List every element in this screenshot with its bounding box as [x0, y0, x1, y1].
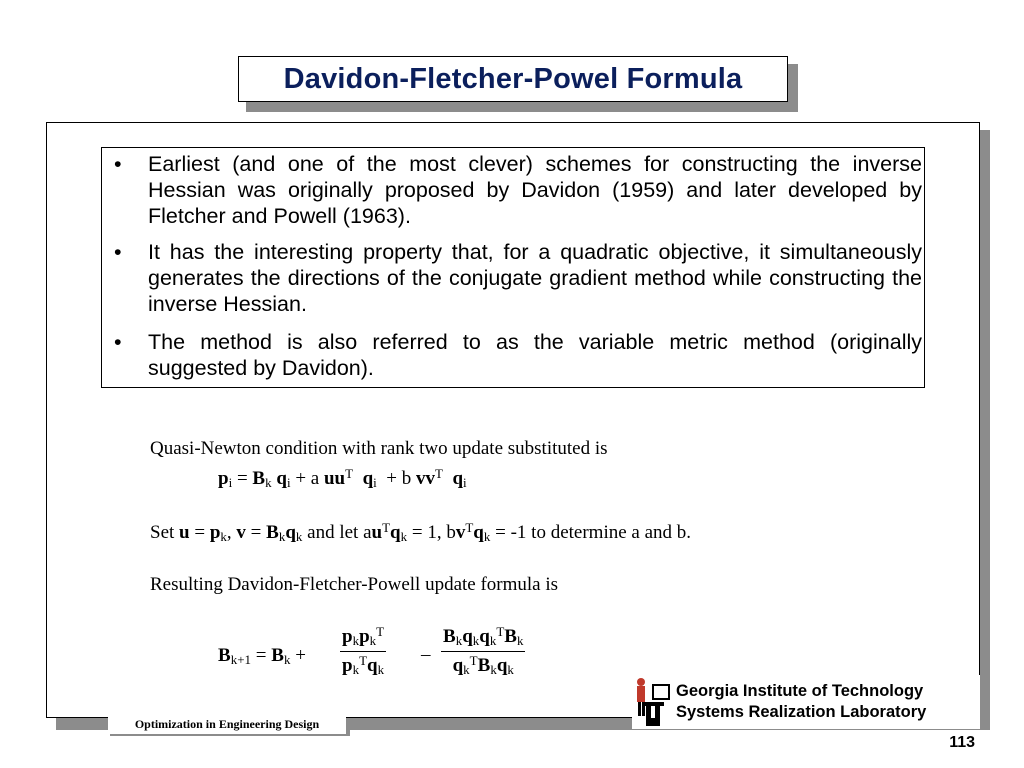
- bullet-dot: •: [114, 240, 122, 264]
- rank-two-update-equation: $p_i = B_k$ $q_i + a$ $uu^T$ $q_i + b$ $vv^T$ $q_i$: [218, 466, 467, 490]
- bullet-text: It has the interesting property that, for a quadratic objective, it simultaneously generates the directions of the conjugate gradient method while constructing the inverse Hessian.: [148, 240, 922, 316]
- institution-line-1: Georgia Institute of Technology: [676, 682, 924, 700]
- institution-name: [676, 681, 926, 723]
- footer-course-label: Optimization in Engineering Design: [108, 714, 346, 734]
- bullet-dot: •: [114, 330, 122, 354]
- bullet-item: [114, 239, 922, 317]
- fraction-1-denominator: $p_k^Tq_k$: [342, 653, 385, 677]
- bullet-text: The method is also referred to as the variable metric method (originally suggested by Davidon).: [148, 330, 922, 380]
- dfp-minus: –: [421, 644, 431, 665]
- fraction-2-numerator: $B_kq_kq_k^TB_k$: [441, 624, 525, 652]
- page-number: 113: [949, 734, 975, 751]
- dfp-lhs: $B_{k+1} = B_k$ +: [218, 645, 306, 667]
- institution-line-2: Systems Realization Laboratory: [676, 703, 927, 721]
- bullet-item: [114, 151, 922, 229]
- title-box: [238, 56, 788, 102]
- bullet-text: Earliest (and one of the most clever) schemes for constructing the inverse Hessian was originally proposed by Davidon (1959) and later developed by Fletcher and Powell (1963).: [148, 152, 922, 228]
- bullet-box: [101, 147, 925, 388]
- fraction-2-denominator: $q_k^TB_kq_k$: [452, 653, 514, 677]
- dfp-fraction-1: [340, 624, 386, 678]
- gatech-logo-icon: [632, 674, 674, 728]
- quasi-newton-intro: Quasi-Newton condition with rank two update substituted is: [150, 438, 608, 459]
- fraction-1-numerator: $p_kp_k^T$: [340, 624, 386, 652]
- set-uv-equation: Set $u = p_k$, $v = B_kq_k$ and let $au^Tq_k = 1$, $bv^Tq_k = -1$ to determine a and b.: [150, 520, 692, 544]
- slide-title: Davidon-Fletcher-Powel Formula: [283, 62, 743, 95]
- bullet-item: [114, 329, 922, 381]
- bullet-dot: •: [114, 152, 122, 176]
- resulting-intro: Resulting Davidon-Fletcher-Powell update formula is: [150, 574, 559, 595]
- dfp-fraction-2: [441, 624, 525, 678]
